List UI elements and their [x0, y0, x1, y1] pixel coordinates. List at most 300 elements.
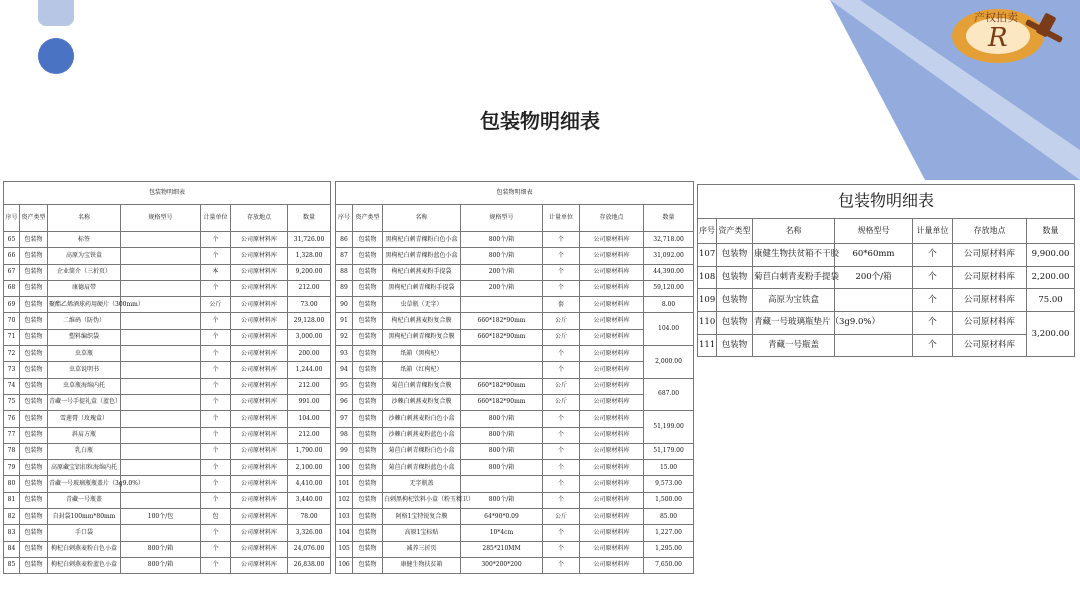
- table-row: [336, 346, 694, 362]
- table-row: [336, 411, 694, 427]
- item-name: 高原藏宝铝扣粒海绵内托: [48, 460, 121, 476]
- unit: 公斤: [543, 329, 580, 345]
- spec-model: 100个/包: [121, 509, 201, 525]
- item-name: 康健生物扶贫箱: [383, 557, 461, 573]
- table-row: [4, 557, 331, 573]
- asset-type: 包装物: [353, 476, 383, 492]
- spec-model: 800个/箱: [461, 248, 543, 264]
- table-row: [4, 329, 331, 345]
- unit: 个: [543, 362, 580, 378]
- row-index: 102: [336, 492, 353, 508]
- item-name: 菊苣白刺青稞粉蓝色小盒: [383, 460, 461, 476]
- asset-type: 包装物: [20, 460, 48, 476]
- table-row: [336, 248, 694, 264]
- spec-model: 64*90*0.09: [461, 509, 543, 525]
- table-row: [336, 443, 694, 459]
- unit: 个: [201, 443, 231, 459]
- unit: 个: [201, 476, 231, 492]
- spec-model: 800个/箱: [461, 427, 543, 443]
- quantity: 212.00: [288, 378, 331, 394]
- asset-type: 包装物: [20, 264, 48, 280]
- asset-type: 包装物: [20, 232, 48, 248]
- asset-type: 包装物: [20, 394, 48, 410]
- spec-model: [121, 329, 201, 345]
- asset-type: 包装物: [20, 427, 48, 443]
- asset-type: 包装物: [353, 280, 383, 296]
- storage-location: 公司原材料库: [580, 264, 644, 280]
- asset-type: 包装物: [353, 443, 383, 459]
- spec-model: [121, 492, 201, 508]
- asset-type: 包装物: [353, 297, 383, 313]
- table-row: [336, 427, 694, 443]
- spec-model: [121, 313, 201, 329]
- row-index: 109: [698, 289, 717, 312]
- quantity: 31,726.00: [288, 232, 331, 248]
- row-index: 79: [4, 460, 20, 476]
- item-name: 标签: [48, 232, 121, 248]
- row-index: 100: [336, 460, 353, 476]
- spec-model: [461, 346, 543, 362]
- storage-location: 公司原材料库: [580, 248, 644, 264]
- table-row: [336, 492, 694, 508]
- row-index: 104: [336, 525, 353, 541]
- item-name: 高原为宝铁盒: [48, 248, 121, 264]
- table-row: [336, 362, 694, 378]
- storage-location: 公司原材料库: [580, 329, 644, 345]
- col-header: 数量: [288, 205, 331, 232]
- unit: 个: [913, 312, 953, 335]
- page-title: 包装物明细表: [480, 109, 600, 133]
- unit: 个: [543, 280, 580, 296]
- quantity: 29,128.00: [288, 313, 331, 329]
- storage-location: 公司原材料库: [580, 411, 644, 427]
- unit: 个: [201, 427, 231, 443]
- item-name: 虫草瓶海绵内托: [48, 378, 121, 394]
- asset-type: 包装物: [20, 346, 48, 362]
- row-index: 80: [4, 476, 20, 492]
- table-row: [4, 248, 331, 264]
- quantity: 3,440.00: [288, 492, 331, 508]
- unit: 个: [543, 346, 580, 362]
- spec-model: 660*182*90mm: [461, 329, 543, 345]
- auction-logo: [946, 6, 1076, 66]
- table2-caption: 包装物明细表: [336, 182, 694, 205]
- storage-location: 公司原材料库: [580, 492, 644, 508]
- item-name: 自封袋100mm*80mm: [48, 509, 121, 525]
- item-name: 企业简介（三折页）: [48, 264, 121, 280]
- asset-type: 包装物: [353, 509, 383, 525]
- item-name: 白刺黑枸杞饮料小盒（粉玉精卫）: [383, 492, 461, 508]
- asset-type: 包装物: [353, 411, 383, 427]
- asset-type: 包装物: [353, 460, 383, 476]
- item-name: 手口袋: [48, 525, 121, 541]
- row-index: 74: [4, 378, 20, 394]
- row-index: 101: [336, 476, 353, 492]
- storage-location: 公司原材料库: [580, 541, 644, 557]
- unit: 个: [913, 334, 953, 357]
- unit: 个: [201, 525, 231, 541]
- storage-location: 公司原材料库: [231, 280, 288, 296]
- asset-type: 包装物: [20, 557, 48, 573]
- item-name: 纸箱（黑枸杞）: [383, 346, 461, 362]
- asset-type: 包装物: [353, 394, 383, 410]
- item-name: 减养三折页: [383, 541, 461, 557]
- asset-type: 包装物: [353, 557, 383, 573]
- quantity: 991.00: [288, 394, 331, 410]
- spec-model: [121, 362, 201, 378]
- spec-model: 200个/箱: [461, 280, 543, 296]
- unit: 个: [543, 492, 580, 508]
- asset-type: 包装物: [20, 476, 48, 492]
- storage-location: 公司原材料库: [231, 460, 288, 476]
- storage-location: 公司原材料库: [580, 394, 644, 410]
- unit: 公斤: [543, 313, 580, 329]
- item-name: 青藏一号玻璃瓶垫片（3g9.0%）: [753, 312, 835, 335]
- unit: 个: [201, 492, 231, 508]
- unit: 个: [543, 525, 580, 541]
- table-row: [4, 280, 331, 296]
- item-name: 纸箱（红枸杞）: [383, 362, 461, 378]
- row-index: 66: [4, 248, 20, 264]
- table-row: [4, 492, 331, 508]
- asset-type: 包装物: [20, 509, 48, 525]
- spec-model: 800个/箱: [461, 443, 543, 459]
- item-name: 二维码（防伪）: [48, 313, 121, 329]
- unit: 本: [201, 264, 231, 280]
- row-index: 68: [4, 280, 20, 296]
- col-header: 名称: [753, 219, 835, 244]
- unit: 个: [201, 460, 231, 476]
- spec-model: 800个/箱: [461, 492, 543, 508]
- col-header: 规格型号: [461, 205, 543, 232]
- quantity: 8.00: [644, 297, 694, 313]
- row-index: 106: [336, 557, 353, 573]
- storage-location: 公司原材料库: [580, 557, 644, 573]
- spec-model: [121, 394, 201, 410]
- unit: 个: [201, 313, 231, 329]
- spec-model: 300*200*200: [461, 557, 543, 573]
- col-header: 序号: [4, 205, 20, 232]
- unit: 套: [543, 297, 580, 313]
- quantity: 73.00: [288, 297, 331, 313]
- row-index: 86: [336, 232, 353, 248]
- row-index: 96: [336, 394, 353, 410]
- storage-location: 公司原材料库: [231, 411, 288, 427]
- unit: 公斤: [543, 394, 580, 410]
- storage-location: 公司原材料库: [953, 289, 1027, 312]
- storage-location: 公司原材料库: [231, 427, 288, 443]
- item-name: 黑枸杞白刺青稞粉白色小盒: [383, 232, 461, 248]
- col-header: 计量单位: [543, 205, 580, 232]
- spec-model: [121, 443, 201, 459]
- quantity: 1,295.00: [644, 541, 694, 557]
- quantity-merged: 104.00: [644, 313, 694, 346]
- storage-location: 公司原材料库: [231, 476, 288, 492]
- quantity: 32,718.00: [644, 232, 694, 248]
- unit: 个: [201, 248, 231, 264]
- spec-model: 800个/箱: [461, 460, 543, 476]
- spec-model: 660*182*90mm: [461, 394, 543, 410]
- col-header: 规格型号: [121, 205, 201, 232]
- asset-type: 包装物: [20, 443, 48, 459]
- col-header: 存放地点: [953, 219, 1027, 244]
- item-name: 高原1宝标贴: [383, 525, 461, 541]
- table-row: [336, 232, 694, 248]
- table-row: [4, 427, 331, 443]
- table-row: [4, 313, 331, 329]
- spec-model: 10*4cm: [461, 525, 543, 541]
- asset-type: 包装物: [20, 329, 48, 345]
- spec-model: [121, 525, 201, 541]
- item-name: 虫草说明书: [48, 362, 121, 378]
- row-index: 97: [336, 411, 353, 427]
- asset-type: 包装物: [717, 289, 753, 312]
- quantity: 44,390.00: [644, 264, 694, 280]
- quantity: 15.00: [644, 460, 694, 476]
- asset-type: 包装物: [717, 312, 753, 335]
- spec-model: 200个/箱: [835, 266, 913, 289]
- row-index: 110: [698, 312, 717, 335]
- table-row: [4, 541, 331, 557]
- col-header: 计量单位: [201, 205, 231, 232]
- storage-location: 公司原材料库: [580, 427, 644, 443]
- item-name: 斜肩方瓶: [48, 427, 121, 443]
- quantity: 31,092.00: [644, 248, 694, 264]
- unit: 个: [543, 460, 580, 476]
- item-name: 沙棘白刺燕麦粉蓝色小盒: [383, 427, 461, 443]
- spec-model: [121, 427, 201, 443]
- item-name: 沙棘白刺燕麦粉白色小盒: [383, 411, 461, 427]
- row-index: 73: [4, 362, 20, 378]
- spec-model: 800个/箱: [461, 411, 543, 427]
- spec-model: [121, 460, 201, 476]
- col-header: 数量: [1027, 219, 1075, 244]
- asset-type: 包装物: [20, 492, 48, 508]
- asset-type: 包装物: [353, 264, 383, 280]
- item-name: 塑料编织袋: [48, 329, 121, 345]
- unit: 个: [201, 346, 231, 362]
- table-row: [4, 509, 331, 525]
- unit: 个: [543, 476, 580, 492]
- unit: 个: [201, 232, 231, 248]
- storage-location: 公司原材料库: [231, 525, 288, 541]
- row-index: 69: [4, 297, 20, 313]
- unit: 个: [543, 232, 580, 248]
- unit: 包: [201, 509, 231, 525]
- asset-type: 包装物: [717, 244, 753, 267]
- table-row: [4, 232, 331, 248]
- item-name: 康健生物扶贫箱不干胶: [753, 244, 835, 267]
- row-index: 108: [698, 266, 717, 289]
- unit: 个: [543, 541, 580, 557]
- unit: 个: [913, 244, 953, 267]
- spec-model: 800个/箱: [461, 232, 543, 248]
- row-index: 65: [4, 232, 20, 248]
- storage-location: 公司原材料库: [231, 541, 288, 557]
- storage-location: 公司原材料库: [231, 264, 288, 280]
- asset-type: 包装物: [353, 329, 383, 345]
- row-index: 72: [4, 346, 20, 362]
- unit: 公斤: [201, 297, 231, 313]
- item-name: 枸杞白刺燕麦粉手提袋: [383, 264, 461, 280]
- storage-location: 公司原材料库: [580, 443, 644, 459]
- unit: 个: [913, 289, 953, 312]
- row-index: 82: [4, 509, 20, 525]
- row-index: 103: [336, 509, 353, 525]
- asset-type: 包装物: [353, 362, 383, 378]
- quantity-merged: 2,000.00: [644, 346, 694, 379]
- asset-type: 包装物: [20, 378, 48, 394]
- table-row: [4, 346, 331, 362]
- row-index: 105: [336, 541, 353, 557]
- asset-type: 包装物: [353, 232, 383, 248]
- asset-type: 包装物: [717, 334, 753, 357]
- unit: 公斤: [543, 378, 580, 394]
- spec-model: [121, 411, 201, 427]
- quantity: 2,200.00: [1027, 266, 1075, 289]
- col-header: 序号: [336, 205, 353, 232]
- spec-model: [461, 362, 543, 378]
- spec-model: 200个/箱: [461, 264, 543, 280]
- storage-location: 公司原材料库: [953, 244, 1027, 267]
- quantity: 1,227.00: [644, 525, 694, 541]
- quantity: 9,900.00: [1027, 244, 1075, 267]
- quantity: 59,120.00: [644, 280, 694, 296]
- row-index: 90: [336, 297, 353, 313]
- spec-model: [121, 248, 201, 264]
- row-index: 84: [4, 541, 20, 557]
- spec-model: [121, 264, 201, 280]
- col-header: 名称: [48, 205, 121, 232]
- asset-type: 包装物: [353, 378, 383, 394]
- table-row: [336, 280, 694, 296]
- storage-location: 公司原材料库: [580, 346, 644, 362]
- asset-type: 包装物: [20, 280, 48, 296]
- storage-location: 公司原材料库: [580, 232, 644, 248]
- asset-type: 包装物: [20, 362, 48, 378]
- quantity: 24,076.00: [288, 541, 331, 557]
- col-header: 计量单位: [913, 219, 953, 244]
- storage-location: 公司原材料库: [580, 525, 644, 541]
- svg-text:R: R: [988, 23, 1008, 53]
- quantity: 26,838.00: [288, 557, 331, 573]
- unit: 个: [201, 411, 231, 427]
- col-header: 规格型号: [835, 219, 913, 244]
- asset-type: 包装物: [717, 266, 753, 289]
- table-row: [336, 297, 694, 313]
- table-row: [336, 525, 694, 541]
- unit: 个: [201, 378, 231, 394]
- table-row: [336, 476, 694, 492]
- storage-location: 公司原材料库: [580, 460, 644, 476]
- quantity: 9,200.00: [288, 264, 331, 280]
- spec-model: 660*182*90mm: [461, 313, 543, 329]
- asset-type: 包装物: [20, 313, 48, 329]
- col-header: 名称: [383, 205, 461, 232]
- storage-location: 公司原材料库: [231, 313, 288, 329]
- asset-type: 包装物: [20, 525, 48, 541]
- row-index: 95: [336, 378, 353, 394]
- table3-caption: 包装物明细表: [698, 185, 1075, 219]
- storage-location: 公司原材料库: [231, 509, 288, 525]
- unit: 个: [543, 557, 580, 573]
- spec-model: [121, 232, 201, 248]
- quantity: 3,326.00: [288, 525, 331, 541]
- unit: 个: [543, 248, 580, 264]
- quantity-merged: 687.00: [644, 378, 694, 411]
- unit: 个: [201, 394, 231, 410]
- table-row: [336, 557, 694, 573]
- quantity: 2,100.00: [288, 460, 331, 476]
- item-name: 枸杞白刺燕麦粉复合膜: [383, 313, 461, 329]
- quantity-merged: 51,199.00: [644, 411, 694, 444]
- col-header: 存放地点: [231, 205, 288, 232]
- table-row: [336, 394, 694, 410]
- quantity: 1,328.00: [288, 248, 331, 264]
- spec-model: 660*182*90mm: [461, 378, 543, 394]
- row-index: 111: [698, 334, 717, 357]
- table-row: [4, 394, 331, 410]
- storage-location: 公司原材料库: [231, 557, 288, 573]
- table-row: [698, 334, 1075, 357]
- storage-location: 公司原材料库: [231, 394, 288, 410]
- unit: 个: [543, 411, 580, 427]
- row-index: 99: [336, 443, 353, 459]
- spec-model: [121, 378, 201, 394]
- row-index: 89: [336, 280, 353, 296]
- quantity-merged: 3,200.00: [1027, 312, 1075, 357]
- storage-location: 公司原材料库: [580, 280, 644, 296]
- item-name: 黑枸杞白刺青稞粉复合膜: [383, 329, 461, 345]
- storage-location: 公司原材料库: [580, 476, 644, 492]
- quantity: 85.00: [644, 509, 694, 525]
- item-name: 青藏一号手提礼盒（蓝色）: [48, 394, 121, 410]
- spec-model: [121, 280, 201, 296]
- asset-type: 包装物: [353, 248, 383, 264]
- table-row: [4, 362, 331, 378]
- quantity: 51,179.00: [644, 443, 694, 459]
- item-name: 康德肩带: [48, 280, 121, 296]
- row-index: 91: [336, 313, 353, 329]
- storage-location: 公司原材料库: [231, 329, 288, 345]
- table-row: [4, 297, 331, 313]
- unit: 个: [913, 266, 953, 289]
- unit: 个: [201, 541, 231, 557]
- row-index: 71: [4, 329, 20, 345]
- row-index: 93: [336, 346, 353, 362]
- table-row: [4, 264, 331, 280]
- spec-model: [461, 297, 543, 313]
- table-row: [336, 313, 694, 329]
- unit: 个: [201, 329, 231, 345]
- row-index: 70: [4, 313, 20, 329]
- row-index: 77: [4, 427, 20, 443]
- storage-location: 公司原材料库: [580, 313, 644, 329]
- spec-model: [461, 476, 543, 492]
- row-index: 78: [4, 443, 20, 459]
- item-name: 黑枸杞白刺青稞粉蓝色小盒: [383, 248, 461, 264]
- quantity: 1,500.00: [644, 492, 694, 508]
- quantity: 104.00: [288, 411, 331, 427]
- quantity: 1,244.00: [288, 362, 331, 378]
- spec-model: 285*210MM: [461, 541, 543, 557]
- storage-location: 公司原材料库: [231, 362, 288, 378]
- storage-location: 公司原材料库: [953, 266, 1027, 289]
- quantity: 78.00: [288, 509, 331, 525]
- storage-location: 公司原材料库: [231, 232, 288, 248]
- spec-model: 800个/箱: [121, 541, 201, 557]
- asset-type: 包装物: [20, 248, 48, 264]
